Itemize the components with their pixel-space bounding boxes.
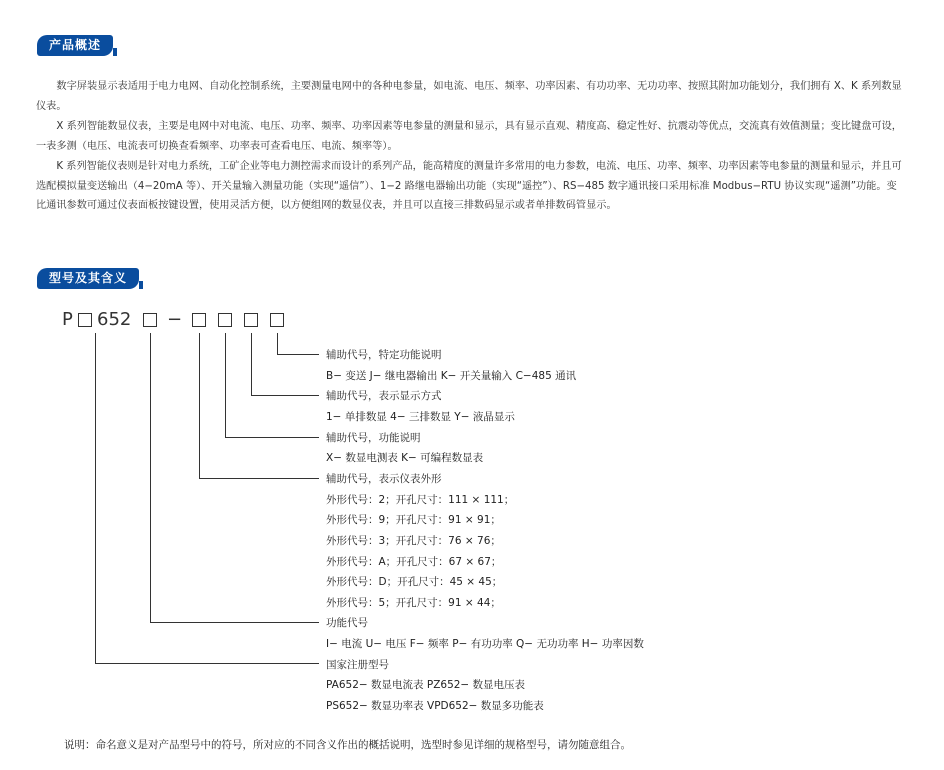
label-registered-models-2: PS652− 数显功率表 VPD652− 数显多功能表 (326, 700, 544, 712)
section-tag-overview: 产品概述 (37, 35, 113, 56)
label-shape-3: 外形代号：3；开孔尺寸：76 × 76； (326, 535, 501, 547)
label-aux-special-options: B− 变送 J− 继电器输出 K− 开关量输入 C−485 通讯 (326, 370, 577, 382)
model-dash: − (167, 309, 183, 330)
label-function-options: X− 数显电测表 K− 可编程数显表 (326, 452, 484, 464)
overview-paragraph-2: X 系列智能数显仪表，主要是电网中对电流、电压、功率、频率、功率因素等电参量的测量和显示，具有显示直观、精度高、稳定性好、抗震动等优点，交流真有效值测量；变比键盘可设，一表多测（电压、电流表可切换查看频率、功率表可查看电压、电流、频率等）。 (36, 121, 902, 152)
label-shape-9: 外形代号：9；开孔尺寸：91 × 91； (326, 514, 501, 526)
code-box-6 (270, 313, 284, 327)
connector-h3 (199, 478, 319, 479)
section-tag-model: 型号及其含义 (37, 268, 139, 289)
connector-v3 (199, 333, 200, 478)
connector-h5 (251, 395, 319, 396)
code-box-3 (192, 313, 206, 327)
connector-v4 (225, 333, 226, 437)
connector-v2 (150, 333, 151, 622)
connector-h2 (150, 622, 319, 623)
label-shape-d: 外形代号：D；开孔尺寸：45 × 45； (326, 576, 503, 588)
code-box-4 (218, 313, 232, 327)
label-shape-5: 外形代号：5；开孔尺寸：91 × 44； (326, 597, 501, 609)
label-registered-models-1: PA652− 数显电流表 PZ652− 数显电压表 (326, 679, 526, 691)
label-function-code-options: I− 电流 U− 电压 F− 频率 P− 有功功率 Q− 无功功率 H− 功率因数 (326, 638, 644, 650)
label-display-options: 1− 单排数显 4− 三排数显 Y− 液晶显示 (326, 411, 515, 423)
connector-h6 (277, 354, 319, 355)
code-box-1 (78, 313, 92, 327)
label-aux-shape: 辅助代号，表示仪表外形 (326, 473, 442, 485)
connector-v1 (95, 333, 96, 663)
code-box-2 (143, 313, 157, 327)
connector-v5 (251, 333, 252, 395)
connector-h4 (225, 437, 319, 438)
overview-paragraph-1: 数字屏装显示表适用于电力电网、自动化控制系统，主要测量电网中的各种电参量，如电流、电压、频率、功率因素、有功功率、无功功率、按照其附加功能划分，我们拥有 X、K 系列数显仪表。 (36, 81, 902, 112)
code-box-5 (244, 313, 258, 327)
label-registered-model: 国家注册型号 (326, 659, 389, 671)
connector-h1 (95, 663, 319, 664)
label-aux-special-function: 辅助代号，特定功能说明 (326, 349, 442, 361)
label-aux-function: 辅助代号，功能说明 (326, 432, 421, 444)
label-function-code: 功能代号 (326, 617, 368, 629)
footnote: 说明：命名意义是对产品型号中的符号，所对应的不同含义作出的概括说明，选型时参见详细的规格型号，请勿随意组合。 (64, 739, 631, 751)
model-prefix: P (62, 309, 73, 330)
label-shape-2: 外形代号：2；开孔尺寸：111 × 111； (326, 494, 515, 506)
overview-paragraph-3: K 系列智能仪表则是针对电力系统，工矿企业等电力测控需求而设计的系列产品，能高精度的测量许多常用的电力参数，电流、电压、功率、频率、功率因素等电参量的测量和显示，并且可选配模拟量变送输出（4−20mA 等）、开关量输入测量功能（实现“遥信”）、1−2 路继电器输出功能（实现“遥控”）、RS−485 数字通讯接口采用标准 Modbus−RTU 协议实现“遥测”功能。变比通讯参数可通过仪表面板按键设置，使用灵活方便，以方便组网的数显仪表，并且可以直接三排数码显示或者单排数码管显示。 (36, 161, 902, 211)
connector-v6 (277, 333, 278, 354)
label-aux-display-mode: 辅助代号，表示显示方式 (326, 390, 442, 402)
model-series: 652 (97, 309, 132, 330)
label-shape-a: 外形代号：A；开孔尺寸：67 × 67； (326, 556, 502, 568)
